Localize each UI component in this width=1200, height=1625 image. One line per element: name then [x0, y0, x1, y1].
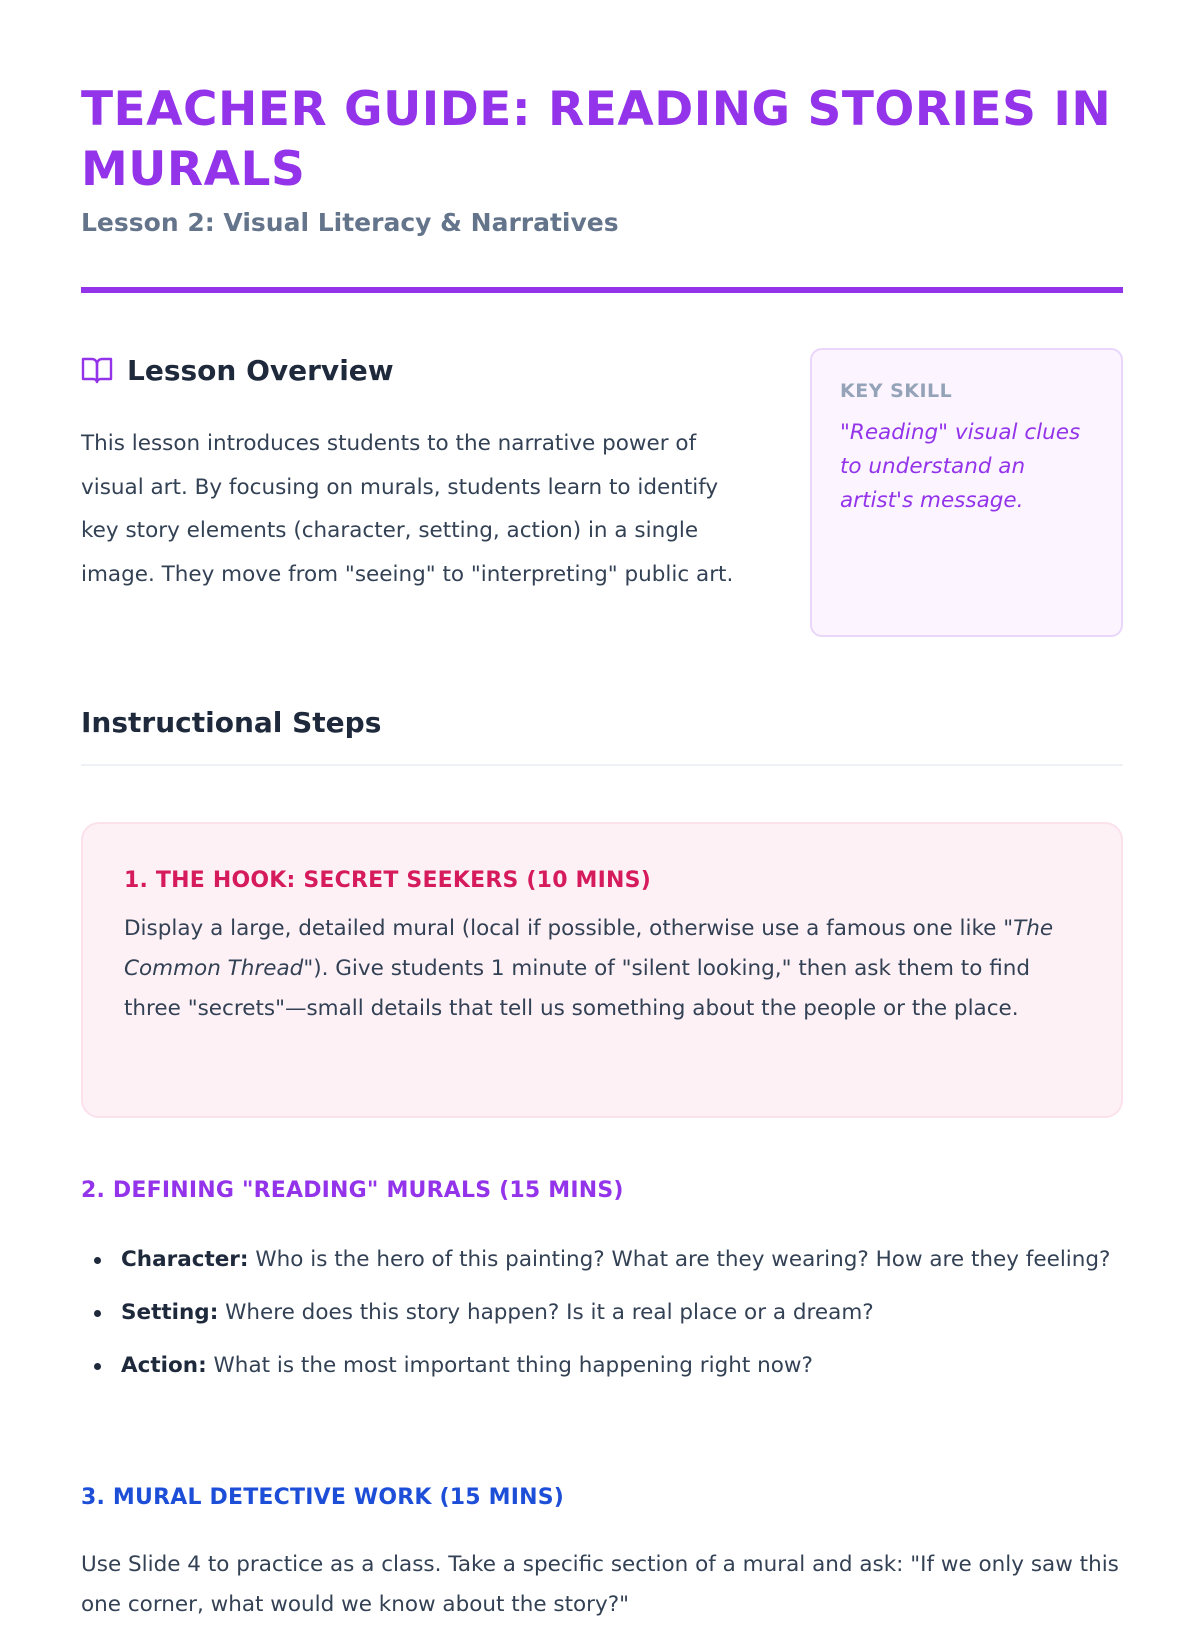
list-item-text: Where does this story happen? Is it a real place or a dream?	[218, 1300, 874, 1325]
story-elements-list	[81, 1240, 1123, 1399]
defining-step-title: 2. DEFINING "READING" MURALS (15 MINS)	[81, 1178, 624, 1203]
list-item-term: Action:	[121, 1353, 207, 1378]
overview-heading-row	[81, 350, 394, 390]
hook-mural-title: "The Common Thread"	[124, 916, 1054, 981]
list-item-setting	[81, 1293, 1123, 1333]
book-open-icon	[81, 355, 113, 385]
instructional-steps-heading: Instructional Steps	[81, 706, 382, 739]
teacher-guide-page	[81, 0, 1123, 1617]
title-divider	[81, 287, 1123, 293]
list-item-action	[81, 1346, 1123, 1386]
detective-step-text: Use Slide 4 to practice as a class. Take a specific section of a mural and ask: "If we only saw this one corner, what would we know about the story?"	[81, 1552, 1119, 1617]
overview-text: This lesson introduces students to the narrative power of visual art. By focusing on murals, students learn to identify key story elements (character, setting, action) in a single image. They move from "seeing" to "interpreting" public art.	[81, 431, 734, 587]
bullet-dot	[94, 1310, 101, 1317]
bullet-dot	[94, 1363, 101, 1370]
hook-step-card	[81, 822, 1123, 1118]
key-skill-label: KEY SKILL	[840, 380, 953, 402]
detective-step-title: 3. MURAL DETECTIVE WORK (15 MINS)	[81, 1485, 565, 1510]
list-item-term: Character:	[121, 1247, 249, 1272]
hook-text-end: ). Give students 1 minute of "silent looking," then ask them to find three "secrets"—small details that tell us something about the people or the place.	[124, 956, 1031, 1021]
hook-step-text	[124, 909, 1081, 1029]
hook-step-title: 1. THE HOOK: SECRET SEEKERS (10 MINS)	[124, 868, 651, 893]
list-item-text: What is the most important thing happening right now?	[206, 1353, 813, 1378]
page-title: TEACHER GUIDE: READING STORIES IN MURALS	[81, 82, 1112, 197]
key-skill-card	[810, 348, 1123, 637]
list-item-character	[81, 1240, 1123, 1280]
steps-divider	[81, 764, 1123, 766]
overview-heading: Lesson Overview	[127, 353, 394, 387]
key-skill-text: "Reading" visual clues to understand an artist's message.	[840, 420, 1081, 513]
page-subtitle: Lesson 2: Visual Literacy & Narratives	[81, 208, 619, 237]
list-item-text: Who is the hero of this painting? What are they wearing? How are they feeling?	[248, 1247, 1111, 1272]
hook-text-start: Display a large, detailed mural (local if possible, otherwise use a famous one like	[124, 916, 1004, 941]
bullet-dot	[94, 1257, 101, 1264]
list-item-term: Setting:	[121, 1300, 219, 1325]
